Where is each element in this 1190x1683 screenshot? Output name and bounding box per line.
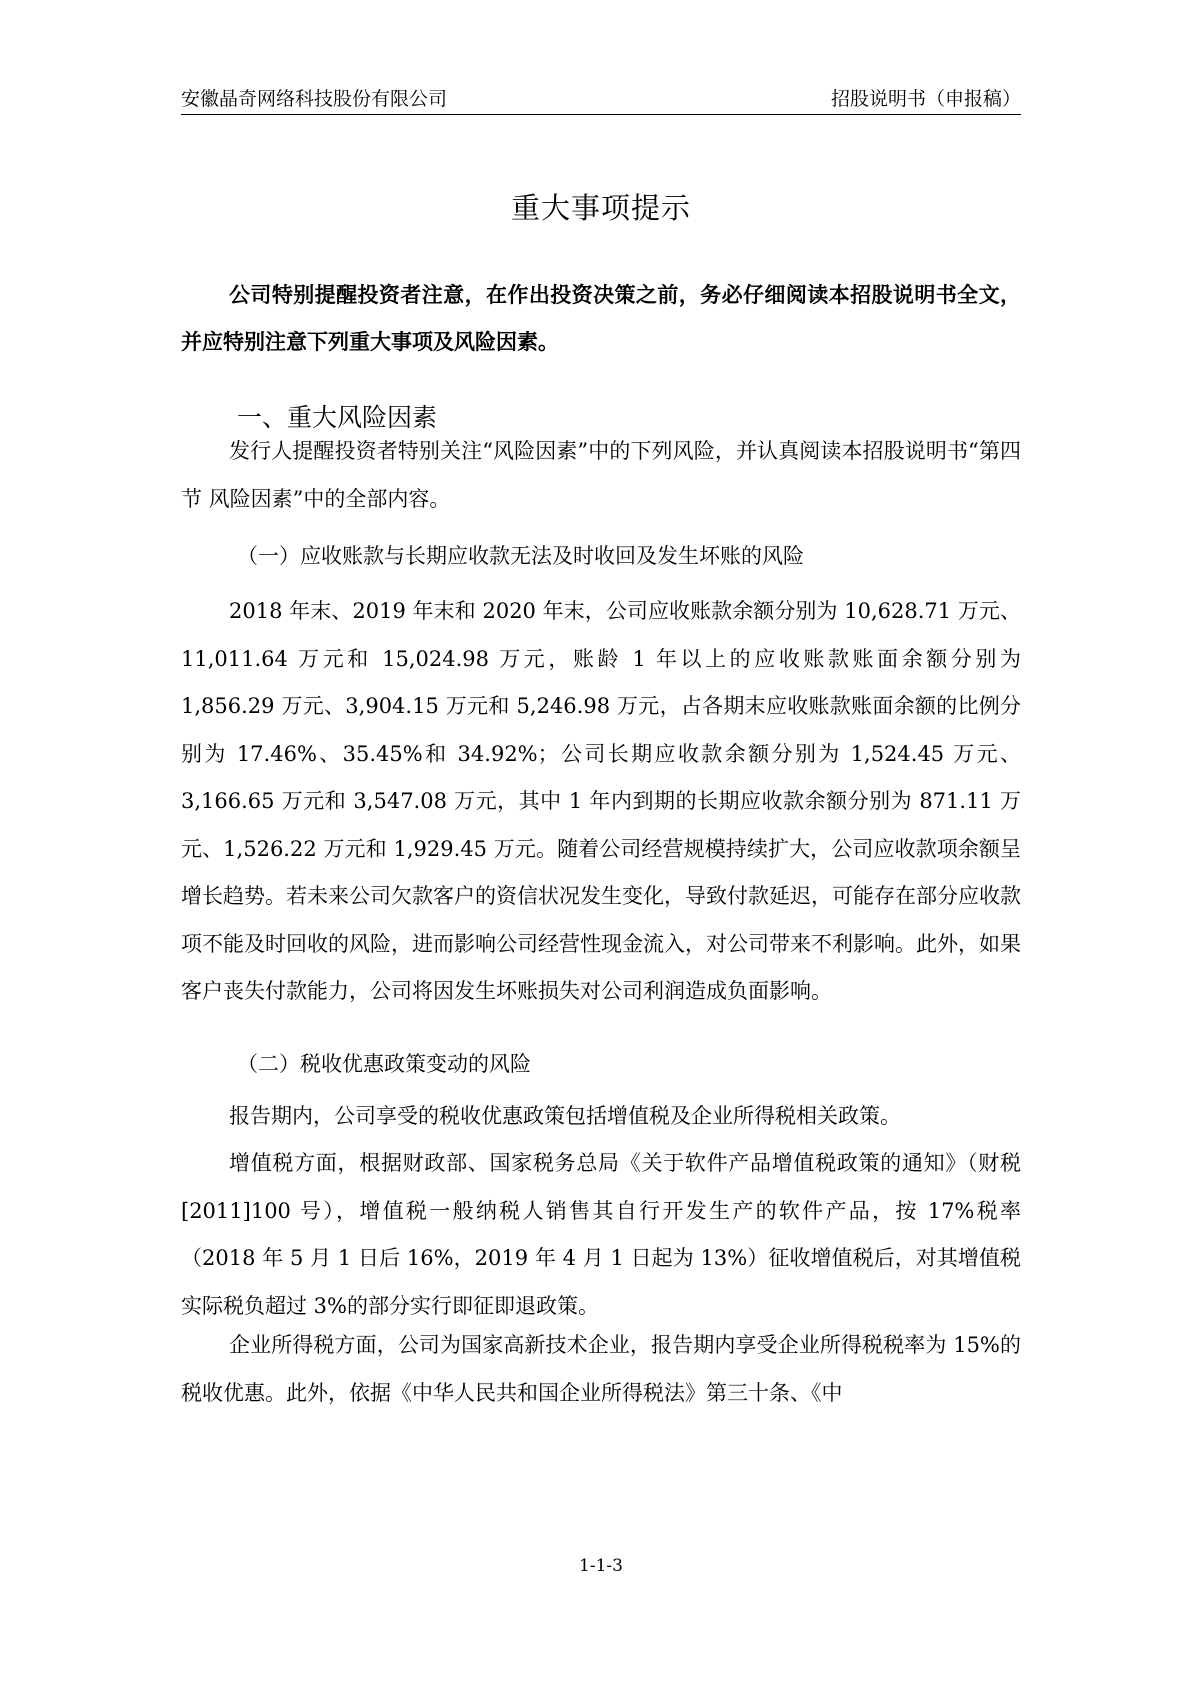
subsection-heading-tax-risk: （二）税收优惠政策变动的风险 bbox=[237, 1052, 531, 1076]
investor-notice: 公司特别提醒投资者注意，在作出投资决策之前，务必仔细阅读本招股说明书全文，并应特别注意下列重大事项及风险因素。 bbox=[181, 283, 1021, 354]
header-company-name: 安徽晶奇网络科技股份有限公司 bbox=[181, 88, 448, 110]
subsection-heading-receivables-risk: （一）应收账款与长期应收款无法及时收回及发生坏账的风险 bbox=[237, 544, 804, 568]
header-document-type: 招股说明书（申报稿） bbox=[830, 88, 1021, 110]
page-header bbox=[181, 84, 1021, 115]
section-heading-major-risks: 一、重大风险因素 bbox=[237, 403, 438, 432]
section-intro-paragraph: 发行人提醒投资者特别关注“风险因素”中的下列风险，并认真阅读本招股说明书“第四节 风险因素”中的全部内容。 bbox=[181, 439, 1021, 511]
tax-risk-paragraph-1: 报告期内，公司享受的税收优惠政策包括增值税及企业所得税相关政策。 bbox=[229, 1104, 901, 1128]
page-title: 重大事项提示 bbox=[510, 191, 691, 225]
receivables-risk-paragraph: 2018 年末、2019 年末和 2020 年末，公司应收账款余额分别为 10,628.71 万元、11,011.64 万元和 15,024.98 万元，账龄 1 年以上的应收账款账面余额分别为 1,856.29 万元、3,904.15 万元和 5,246.98 万元，占各期末应收账款账面余额的比例分别为 17.46%、35.45%和 34.92%；公司长期应收款余额分别为 1,524.45 万元、3,166.65 万元和 3,547.08 万元，其中 1 年内到期的长期应收款余额分别为 871.11 万元、1,526.22 万元和 1,929.45 万元。随着公司经营规模持续扩大，公司应收款项余额呈增长趋势。若未来公司欠款客户的资信状况发生变化，导致付款延迟，可能存在部分应收款项不能及时回收的风险，进而影响公司经营性现金流入，对公司带来不利影响。此外，如果客户丧失付款能力，公司将因发生坏账损失对公司利润造成负面影响。 bbox=[181, 599, 1021, 1003]
tax-risk-paragraph-2: 增值税方面，根据财政部、国家税务总局《关于软件产品增值税政策的通知》（财税[2011]100 号），增值税一般纳税人销售其自行开发生产的软件产品，按 17%税率（2018 年 5 月 1 日后 16%，2019 年 4 月 1 日起为 13%）征收增值税后，对其增值税实际税负超过 3%的部分实行即征即退政策。 bbox=[181, 1151, 1021, 1318]
tax-risk-paragraph-3: 企业所得税方面，公司为国家高新技术企业，报告期内享受企业所得税税率为 15%的税收优惠。此外，依据《中华人民共和国企业所得税法》第三十条、《中 bbox=[181, 1333, 1021, 1405]
document-page bbox=[181, 0, 1021, 1683]
page-number: 1-1-3 bbox=[579, 1556, 623, 1576]
